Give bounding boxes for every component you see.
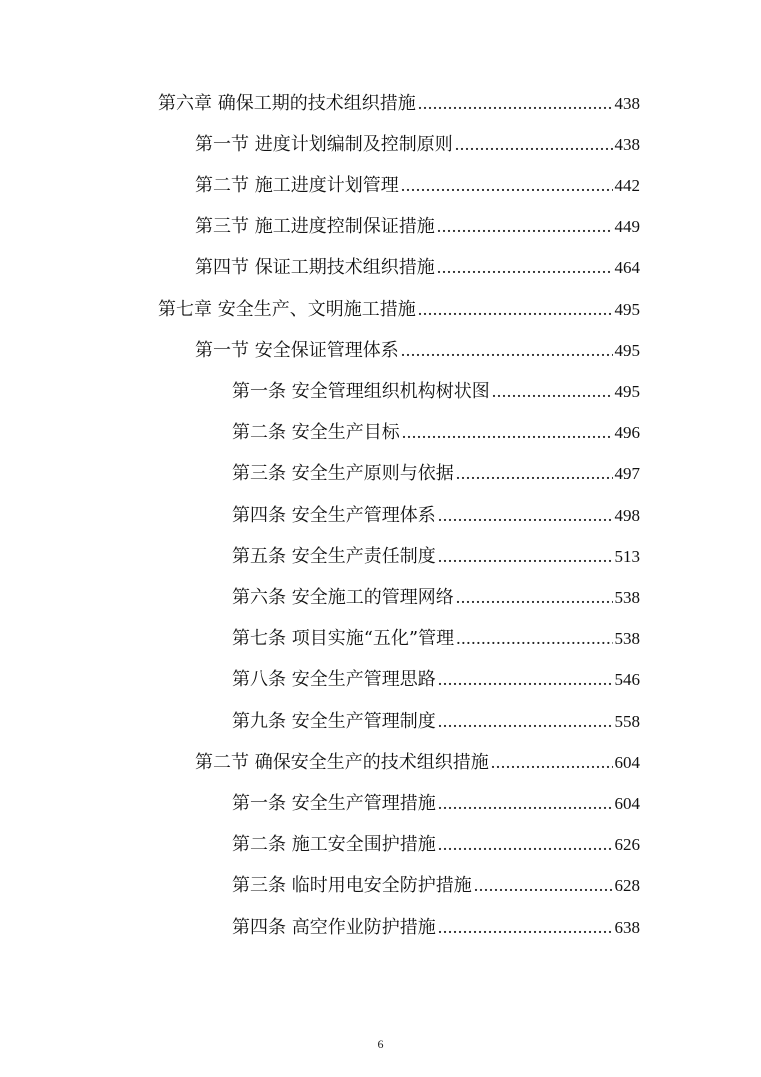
dot-leader — [438, 541, 613, 571]
toc-entry-article[interactable] — [232, 788, 640, 818]
toc-entry-article[interactable] — [232, 829, 640, 859]
dot-leader — [438, 788, 613, 818]
dot-leader — [437, 252, 613, 282]
dot-leader — [402, 417, 613, 447]
toc-entry-label: 第六章 确保工期的技术组织措施 — [158, 93, 416, 114]
toc-entry-page: 638 — [614, 918, 640, 937]
toc-entry-article[interactable] — [232, 500, 640, 530]
toc-entry-label: 第一节 安全保证管理体系 — [195, 340, 399, 361]
toc-entry-section[interactable] — [195, 170, 640, 200]
toc-entry-label: 第九条 安全生产管理制度 — [232, 711, 436, 732]
dot-leader — [456, 458, 613, 488]
dot-leader — [438, 664, 613, 694]
toc-entry-label: 第四条 安全生产管理体系 — [232, 505, 436, 526]
toc-entry-page: 558 — [614, 712, 640, 731]
toc-entry-label: 第一条 安全管理组织机构树状图 — [232, 381, 490, 402]
toc-entry-section[interactable] — [195, 129, 640, 159]
toc-entry-page: 495 — [614, 341, 640, 360]
toc-entry-article[interactable] — [232, 582, 640, 612]
toc-entry-label: 第二条 施工安全围护措施 — [232, 834, 436, 855]
toc-entry-page: 498 — [614, 506, 640, 525]
dot-leader — [418, 294, 613, 324]
toc-entry-label: 第七章 安全生产、文明施工措施 — [158, 299, 416, 320]
dot-leader — [438, 500, 613, 530]
dot-leader — [455, 129, 613, 159]
dot-leader — [438, 706, 613, 736]
toc-entry-label: 第四节 保证工期技术组织措施 — [195, 257, 435, 278]
page-number: 6 — [377, 1037, 384, 1051]
toc-entry-page: 626 — [614, 835, 640, 854]
toc-entry-chapter-7[interactable] — [158, 294, 640, 324]
toc-entry-page: 538 — [614, 629, 640, 648]
toc-entry-page: 604 — [614, 753, 640, 772]
dot-leader — [492, 376, 613, 406]
toc-entry-label: 第二节 施工进度计划管理 — [195, 175, 399, 196]
dot-leader — [456, 582, 613, 612]
toc-entry-page: 513 — [614, 547, 640, 566]
toc-entry-label: 第四条 高空作业防护措施 — [232, 917, 436, 938]
toc-entry-label: 第三条 安全生产原则与依据 — [232, 463, 454, 484]
dot-leader — [438, 829, 613, 859]
toc-entry-chapter-6[interactable] — [158, 88, 640, 118]
toc-entry-page: 495 — [614, 382, 640, 401]
toc-entry-label: 第二条 安全生产目标 — [232, 422, 400, 443]
toc-entry-label: 第二节 确保安全生产的技术组织措施 — [195, 752, 489, 773]
toc-entry-page: 538 — [614, 588, 640, 607]
dot-leader — [491, 747, 613, 777]
toc-entry-article[interactable] — [232, 376, 640, 406]
dot-leader — [401, 170, 613, 200]
toc-entry-article[interactable] — [232, 706, 640, 736]
toc-entry-page: 628 — [614, 876, 640, 895]
toc-entry-section[interactable] — [195, 335, 640, 365]
toc-entry-label: 第八条 安全生产管理思路 — [232, 669, 436, 690]
toc-entry-label: 第三节 施工进度控制保证措施 — [195, 216, 435, 237]
dot-leader — [456, 623, 612, 653]
toc-entry-article[interactable] — [232, 664, 640, 694]
toc-entry-section[interactable] — [195, 211, 640, 241]
toc-entry-page: 497 — [614, 464, 640, 483]
toc-entry-page: 496 — [614, 423, 640, 442]
toc-entry-label: 第七条 项目实施“五化”管理 — [232, 628, 455, 649]
dot-leader — [437, 211, 613, 241]
toc-entry-page: 495 — [614, 300, 640, 319]
toc-entry-label: 第一节 进度计划编制及控制原则 — [195, 134, 453, 155]
toc-entry-page: 604 — [614, 794, 640, 813]
toc-entry-article[interactable] — [232, 623, 640, 653]
toc-entry-article[interactable] — [232, 912, 640, 942]
toc-entry-page: 449 — [614, 217, 640, 236]
toc-entry-page: 464 — [614, 258, 640, 277]
dot-leader — [474, 870, 613, 900]
toc-entry-article[interactable] — [232, 417, 640, 447]
toc-entry-section[interactable] — [195, 252, 640, 282]
dot-leader — [418, 88, 613, 118]
toc-entry-article[interactable] — [232, 458, 640, 488]
dot-leader — [438, 912, 613, 942]
toc-entry-page: 442 — [614, 176, 640, 195]
dot-leader — [401, 335, 613, 365]
toc-entry-label: 第一条 安全生产管理措施 — [232, 793, 436, 814]
toc-entry-label: 第三条 临时用电安全防护措施 — [232, 875, 472, 896]
toc-entry-section[interactable] — [195, 747, 640, 777]
toc-entry-label: 第六条 安全施工的管理网络 — [232, 587, 454, 608]
toc-entry-article[interactable] — [232, 541, 640, 571]
toc-entry-label: 第五条 安全生产责任制度 — [232, 546, 436, 567]
toc-entry-page: 438 — [614, 94, 640, 113]
toc-entry-page: 438 — [614, 135, 640, 154]
toc-entry-article[interactable] — [232, 870, 640, 900]
toc-entry-page: 546 — [614, 670, 640, 689]
